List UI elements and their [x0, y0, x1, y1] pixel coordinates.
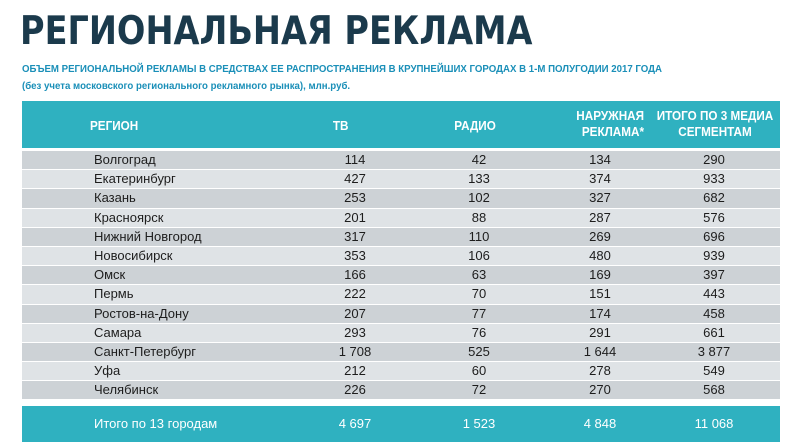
cell-total: 682 [703, 190, 725, 206]
footer-label: Итого по 13 городам [94, 416, 218, 431]
table-row [22, 247, 780, 266]
cell-outdoor: 278 [589, 363, 611, 379]
table-row [22, 362, 780, 381]
table-subtitle: ОБЪЕМ РЕГИОНАЛЬНОЙ РЕКЛАМЫ В СРЕДСТВАХ ЕЕ РАСПРОСТРАНЕНИЯ В КРУПНЕЙШИХ ГОРОДАХ В 1-М ПОЛУГОДИИ 2017 ГОДА [22, 63, 663, 75]
cell-radio: 525 [468, 343, 490, 359]
cell-tv: 1 708 [338, 343, 372, 359]
table-row [22, 170, 780, 189]
header-tv: ТВ [332, 118, 349, 133]
cell-region: Ростов-на-Дону [94, 305, 189, 321]
cell-region: Пермь [94, 286, 134, 302]
cell-radio: 72 [471, 382, 487, 398]
header-total [648, 108, 783, 140]
cell-radio: 88 [471, 209, 487, 225]
cell-total: 939 [703, 247, 725, 263]
table-row [22, 189, 780, 208]
cell-tv: 293 [344, 324, 366, 340]
cell-radio: 133 [468, 171, 490, 187]
table-row [22, 228, 780, 247]
cell-region: Красноярск [94, 209, 164, 225]
header-outdoor-line2: РЕКЛАМА* [581, 124, 644, 139]
cell-region: Челябинск [94, 382, 159, 398]
cell-total: 443 [703, 286, 725, 302]
cell-region: Нижний Новгород [94, 228, 202, 244]
footer-outdoor: 4 848 [583, 416, 617, 431]
table-row [22, 343, 780, 362]
cell-region: Новосибирск [94, 247, 173, 263]
cell-radio: 102 [468, 190, 490, 206]
cell-total: 549 [703, 363, 725, 379]
table-row [22, 209, 780, 228]
header-outdoor-line1: НАРУЖНАЯ [576, 108, 644, 123]
cell-tv: 114 [344, 152, 366, 167]
cell-region: Екатеринбург [94, 171, 176, 187]
table-row [22, 305, 780, 324]
cell-tv: 222 [344, 286, 366, 302]
cell-region: Самара [94, 324, 142, 340]
table-row [22, 151, 780, 170]
footer-total: 11 068 [694, 416, 734, 431]
footer-tv: 4 697 [338, 416, 372, 431]
cell-outdoor: 269 [589, 228, 611, 244]
cell-outdoor: 327 [589, 190, 611, 206]
cell-total: 661 [703, 324, 725, 340]
cell-region: Казань [94, 190, 136, 206]
header-total-line2: СЕГМЕНТАМ [678, 124, 752, 139]
cell-outdoor: 134 [589, 152, 611, 167]
cell-radio: 63 [471, 267, 487, 283]
table-header [22, 101, 780, 148]
footer-radio: 1 523 [462, 416, 496, 431]
cell-total: 576 [703, 209, 725, 225]
table-row [22, 285, 780, 304]
cell-region: Омск [94, 267, 126, 283]
cell-outdoor: 174 [589, 305, 611, 321]
cell-tv: 207 [344, 305, 366, 321]
cell-radio: 76 [471, 324, 487, 340]
cell-region: Санкт-Петербург [94, 343, 196, 359]
cell-radio: 60 [471, 363, 487, 379]
cell-outdoor: 151 [589, 286, 611, 302]
table-footer-total [22, 406, 780, 442]
table-row [22, 381, 780, 400]
cell-outdoor: 291 [589, 324, 611, 340]
cell-radio: 106 [468, 247, 490, 263]
header-radio: РАДИО [454, 118, 496, 133]
table-row [22, 324, 780, 343]
cell-outdoor: 1 644 [583, 343, 617, 359]
page-title: РЕГИОНАЛЬНАЯ РЕКЛАМА [20, 9, 533, 54]
cell-total: 933 [703, 171, 725, 187]
header-total-line1: ИТОГО ПО 3 МЕДИА [656, 108, 774, 123]
header-outdoor [561, 108, 644, 140]
cell-radio: 70 [471, 286, 487, 302]
header-region: РЕГИОН [90, 118, 139, 133]
cell-tv: 226 [344, 382, 366, 398]
cell-total: 397 [703, 267, 725, 283]
cell-total: 3 877 [697, 343, 731, 359]
cell-outdoor: 169 [589, 267, 611, 283]
cell-tv: 427 [344, 171, 366, 187]
cell-radio: 110 [468, 228, 490, 244]
table-note: (без учета московского регионального рекламного рынка), млн.руб. [22, 80, 351, 92]
table-row [22, 266, 780, 285]
cell-total: 290 [703, 152, 725, 167]
cell-tv: 353 [344, 247, 366, 263]
table-body [22, 151, 780, 400]
cell-radio: 77 [471, 305, 487, 321]
cell-tv: 201 [344, 209, 366, 225]
cell-total: 458 [703, 305, 725, 321]
cell-outdoor: 270 [589, 382, 611, 398]
cell-radio: 42 [471, 152, 487, 167]
cell-outdoor: 374 [589, 171, 611, 187]
cell-outdoor: 480 [589, 247, 611, 263]
cell-total: 696 [703, 228, 725, 244]
ad-volume-table [22, 101, 780, 442]
cell-region: Волгоград [94, 152, 156, 167]
cell-tv: 317 [344, 228, 366, 244]
cell-tv: 166 [344, 267, 366, 283]
cell-tv: 253 [344, 190, 366, 206]
cell-total: 568 [703, 382, 725, 398]
cell-region: Уфа [94, 363, 121, 379]
cell-outdoor: 287 [589, 209, 611, 225]
cell-tv: 212 [344, 363, 366, 379]
